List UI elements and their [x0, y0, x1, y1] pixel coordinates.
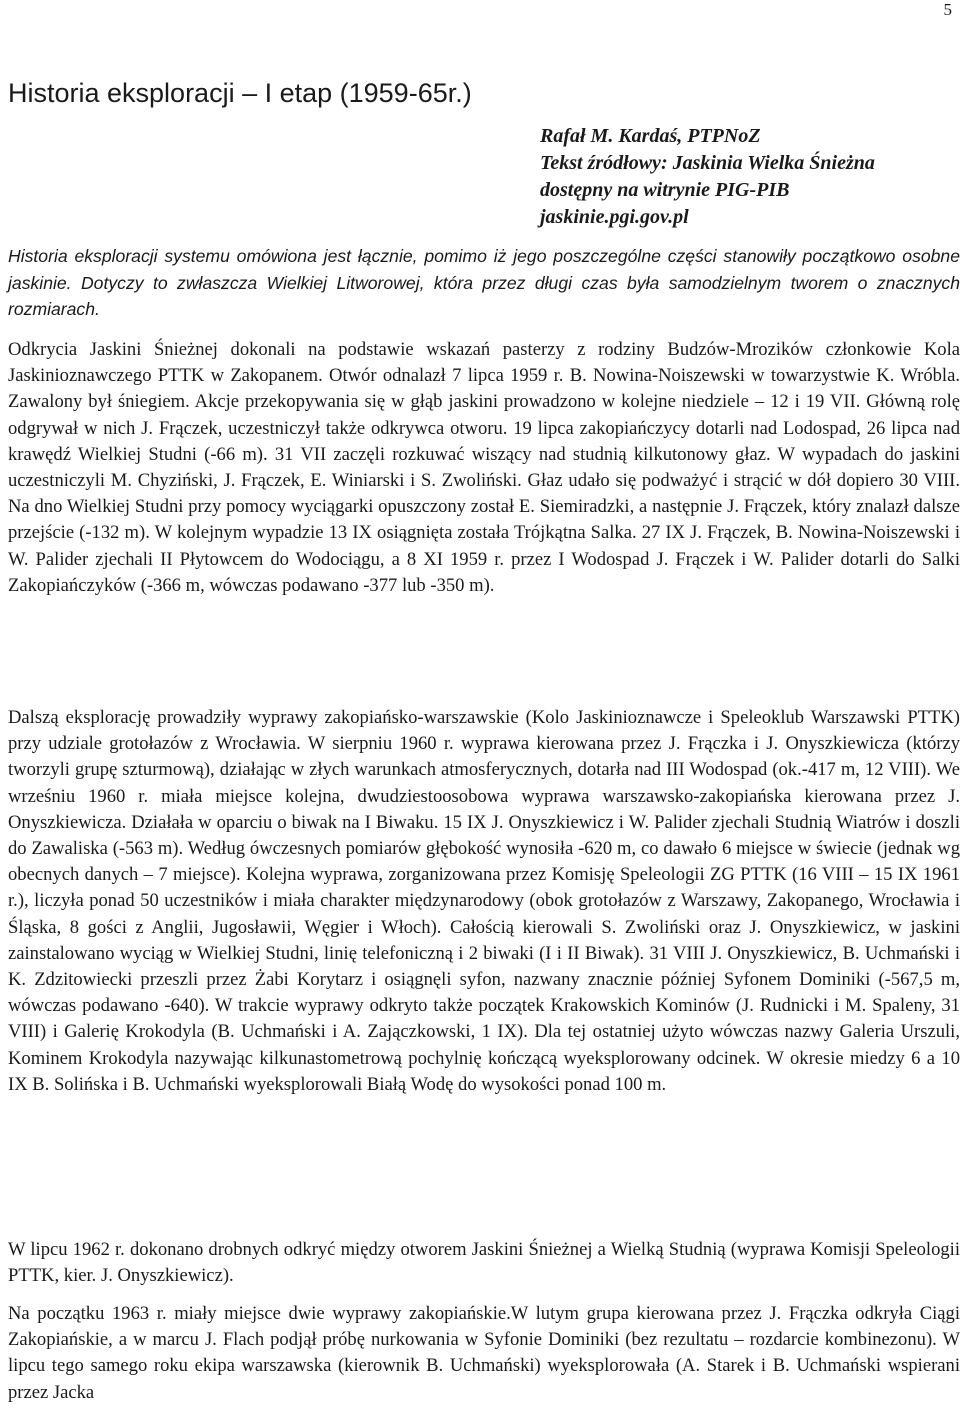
source-line: Tekst źródłowy: Jaskinia Wielka Śnieżna — [540, 152, 875, 174]
body-paragraph-3: W lipcu 1962 r. dokonano drobnych odkryć między otworem Jaskini Śnieżnej a Wielką Studnią (wyprawa Komisji Speleologii PTTK, kier. J. Onyszkiewicz). — [8, 1239, 960, 1287]
source-availability-line: dostępny na witrynie PIG-PIB — [540, 179, 790, 201]
body-paragraph-2: Dalszą eksplorację prowadziły wyprawy zakopiańsko-warszawskie (Kolo Jaskinioznawcze i Speleoklub Warszawski PTTK) przy udziale grotołazów z Wrocławia. W sierpniu 1960 r. wyprawa kierowana przez J. Frączka i J. Onyszkiewicza (którzy tworzyli grupę szturmową), działając w złych warunkach atmosferycznych, dotarła nad III Wodospad (ok.-417 m, 12 VIII). We wrześniu 1960 r. miała miejsce kolejna, dwudziestoosobowa wyprawa warszawsko-zakopiańska kierowana przez J. Onyszkiewicza. Działała w oparciu o biwak na I Biwaku. 15 IX J. Onyszkiewicz i W. Palider zjechali Studnią Wiatrów i doszli do Zawaliska (-563 m). Według ówczesnych pomiarów głębokość wynosiła -620 m, co dawało 6 miejsce w świecie (jednak wg obecnych danych – 7 miejsce). Kolejna wyprawa, zorganizowana przez Komisję Speleologii ZG PTTK (16 VIII – 15 IX 1961 r.), liczyła ponad 50 uczestników i miała charakter międzynarodowy (obok grotołazów z Warszawy, Zakopanego, Wrocławia i Śląska, 8 gości z Anglii, Jugosławii, Węgier i Włoch). Całością kierowali S. Zwoliński oraz J. Onyszkiewicz, w jaskini zainstalowano wyciąg w Wielkiej Studni, linię telefoniczną i 2 biwaki (I i II Biwak). 31 VIII J. Onyszkiewicz, B. Uchmański i K. Zdzitowiecki przeszli przez Żabi Korytarz i osiągnęli syfon, nazwany znacznie później Syfonem Dominiki (-567,5 m, wówczas podawano -640). W trakcie wyprawy odkryto także początek Krakowskich Kominów (J. Rudnicki i M. Spaleny, 31 VIII) i Galerię Krokodyla (B. Uchmański i A. Zajączkowski, 1 IX). Dla tej ostatniej użyto wówczas nazwy Galeria Urszuli, Kominem Krokodyla nazywając kilkunastometrową pochylnię kończącą wyeksplorowany odcinek. W okresie miedzy 6 a 10 IX B. Solińska i B. Uchmański wyeksplorowali Białą Wodę do wysokości ponad 100 m. — [8, 707, 960, 1095]
page-title: Historia eksploracji – I etap (1959-65r.) — [8, 78, 472, 108]
body-paragraph-4: Na początku 1963 r. miały miejsce dwie wyprawy zakopiańskie.W lutym grupa kierowana przez J. Frączka odkryła Ciągi Zakopiańskie, a w marcu J. Flach podjął próbę nurkowania w Syfonie Dominiki (bez rezultatu – rozdarcie kombinezonu). W lipcu tego samego roku ekipa warszawska (kierownik B. Uchmański) wyeksplorowała (A. Starek i B. Uchmański wspierani przez Jacka — [8, 1303, 960, 1403]
page-number: 5 — [943, 0, 952, 19]
byline — [540, 123, 875, 231]
source-url-line: jaskinie.pgi.gov.pl — [540, 206, 689, 228]
intro-paragraph: Historia eksploracji systemu omówiona jest łącznie, pomimo iż jego poszczególne części stanowiły początkowo osobne jaskinie. Dotyczy to zwłaszcza Wielkiej Litworowej, która przez długi czas była samodzielnym tworem o znacznych rozmiarach. — [8, 246, 960, 319]
body-paragraph-1: Odkrycia Jaskini Śnieżnej dokonali na podstawie wskazań pasterzy z rodziny Budzów-Mrozików członkowie Kola Jaskinioznawczego PTTK w Zakopanem. Otwór odnalazł 7 lipca 1959 r. B. Nowina-Noiszewski w towarzystwie K. Wróbla. Zawalony był śniegiem. Akcje przekopywania się w głąb jaskini prowadzono w kolejne niedziele – 12 i 19 VII. Główną rolę odgrywał w nich J. Frączek, uczestniczył także odkrywca otworu. 19 lipca zakopiańczycy dotarli nad Lodospad, 26 lipca nad krawędź Wielkiej Studni (-66 m). 31 VII zaczęli rozkuwać wiszący nad studnią kilkutonowy głaz. W wypadach do jaskini uczestniczyli M. Chyziński, J. Frączek, E. Winiarski i S. Zwoliński. Głaz udało się podważyć i strącić w dół dopiero 30 VIII. Na dno Wielkiej Studni przy pomocy wyciągarki opuszczony został E. Siemiradzki, a następnie J. Frączek, który znalazł dalsze przejście (-132 m). W kolejnym wypadzie 13 IX osiągnięta została Trójkątna Salka. 27 IX J. Frączek, B. Nowina-Noiszewski i W. Palider zjechali II Płytowcem do Wodociągu, a 8 XI 1959 r. przez I Wodospad J. Frączek i W. Palider dotarli do Salki Zakopiańczyków (-366 m, wówczas podawano -377 lub -350 m). — [8, 339, 960, 596]
author-line: Rafał M. Kardaś, PTPNoZ — [540, 125, 761, 147]
